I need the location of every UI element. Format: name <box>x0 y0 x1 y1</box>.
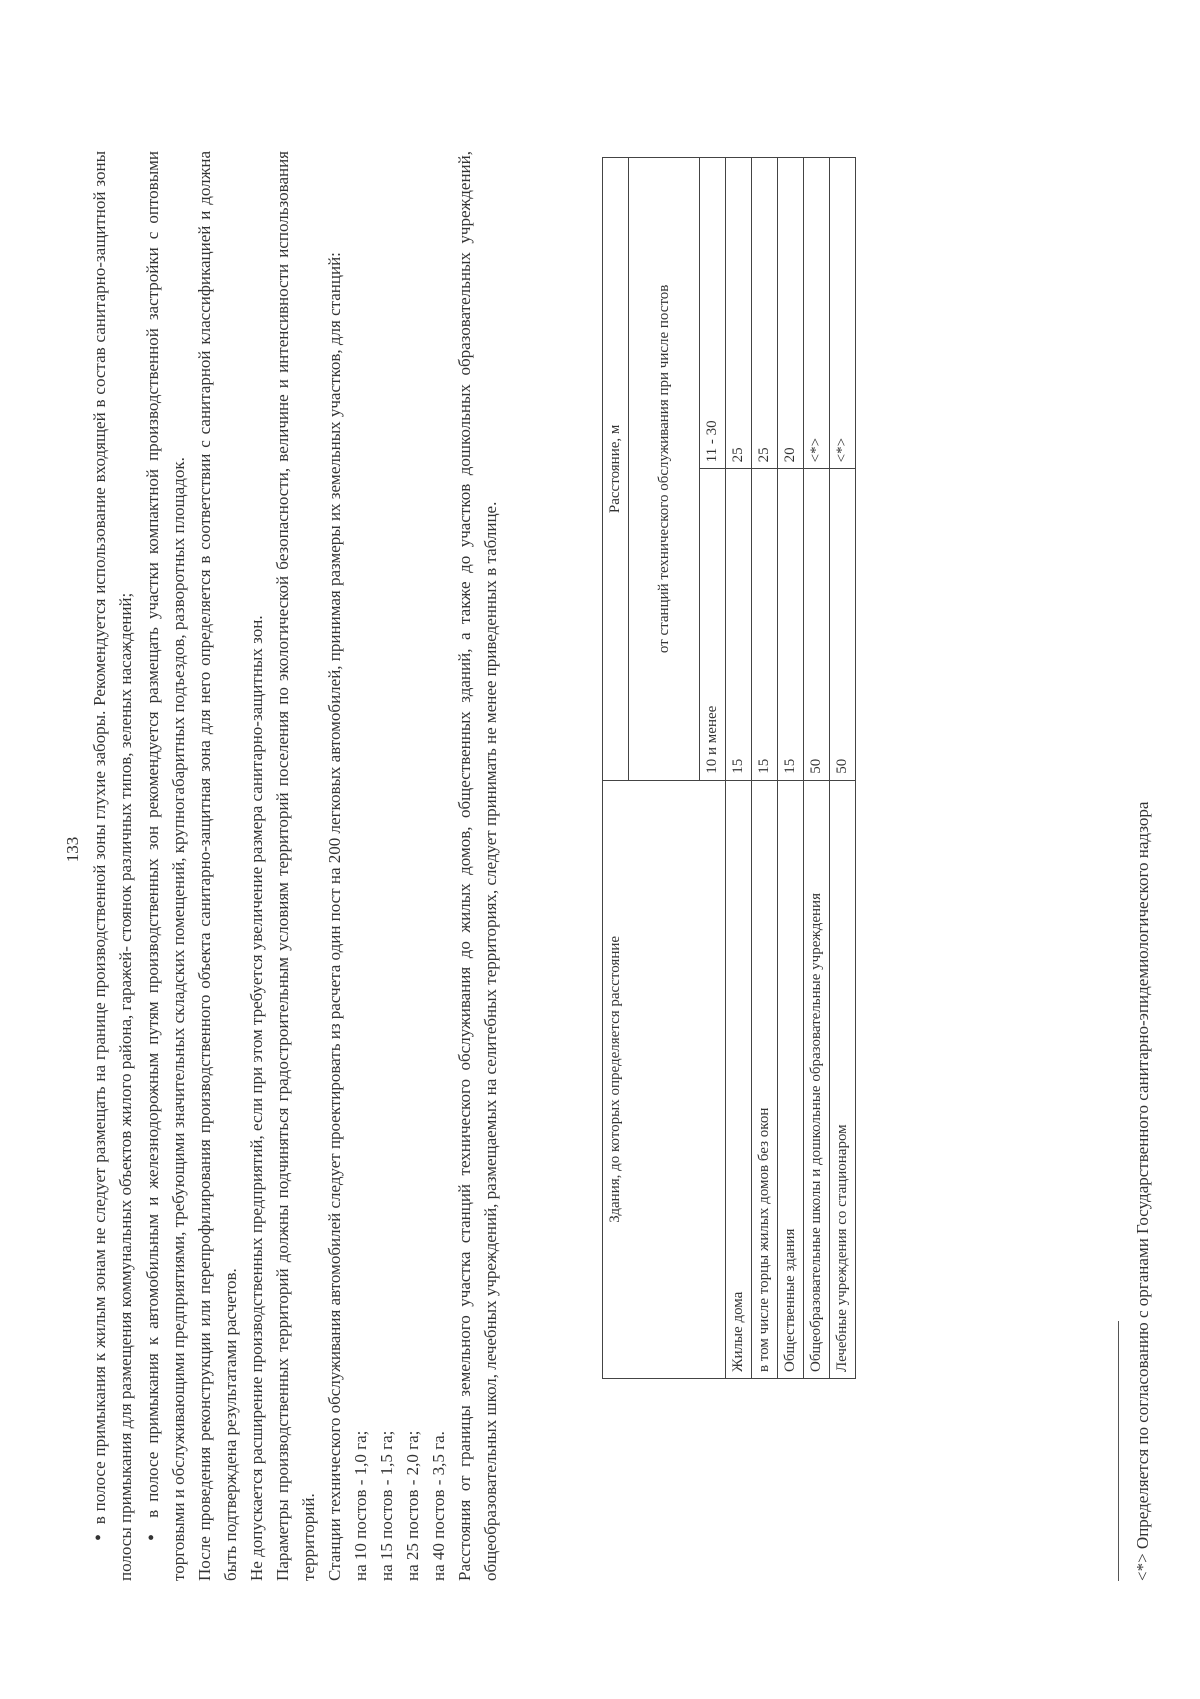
row-value: 50 <box>804 469 830 780</box>
bullet-paragraph: • в полосе примыкания к жилым зонам не следует размещать на границе производственной зоны глухие заборы. Рекомендуется использование входящей в состав санитарно-защитной зоны полосы примыкания для размещения коммунальных объектов жилого района, гаражей- стоянок различных типов, зеленых насаждений; <box>88 151 135 1581</box>
list-item: на 10 постов - 1,0 га; <box>351 1430 370 1581</box>
table-row <box>830 158 856 1379</box>
row-label: Жилые дома <box>726 780 752 1378</box>
list-item: на 25 постов - 2,0 га; <box>403 1430 422 1581</box>
paragraph: Станции технического обслуживания автомобилей следует проектировать из расчета один пост на 200 легковых автомобилей, принимая размеры их земельных участков, для станций: <box>325 252 344 1581</box>
row-label: Лечебные учреждения со стационаром <box>830 780 856 1378</box>
page-number: 133 <box>63 836 82 863</box>
table-header-posts-2: 11 - 30 <box>700 158 726 469</box>
row-value: <*> <box>830 158 856 469</box>
row-label: в том числе торцы жилых домов без окон <box>752 780 778 1378</box>
bullet-icon: • <box>141 1533 163 1541</box>
paragraph: Расстояния от границы земельного участка станций технического обслуживания до жилых домов, общественных зданий, а также до участков дошкольных образовательных учреждений, общеобразовательных школ, лечебных учреждений, размещаемых на селитебных территориях, следует принимать не менее приведенных в таблице. <box>455 151 500 1581</box>
row-value: 25 <box>752 158 778 469</box>
table-header-buildings: Здания, до которых определяется расстояние <box>603 780 726 1378</box>
table-header-posts-1: 10 и менее <box>700 469 726 780</box>
list-item: на 15 постов - 1,5 га; <box>377 1430 396 1581</box>
bullet-icon: • <box>88 1533 110 1541</box>
row-value: 15 <box>778 469 804 780</box>
distance-table <box>602 157 856 1379</box>
bullet-paragraph: • в полосе примыкания к автомобильным и железнодорожным путям производственных зон рекомендуется размещать участки компактной производственной застройки с оптовыми торговыми и обслуживающими предприятиями, требующими значительных складских помещений, крупногабаритных подъездов, разворотных площадок. <box>141 151 188 1581</box>
footnote-divider <box>1118 1321 1119 1581</box>
table-row <box>778 158 804 1379</box>
footnote: <*> Определяется по согласованию с органами Государственного санитарно-эпидемиологического надзора <box>1133 801 1152 1581</box>
table-header-subtitle: от станций технического обслуживания при числе постов <box>629 158 700 781</box>
paragraph: После проведения реконструкции или перепрофилирования производственного объекта санитарно-защитная зона для него определяется в соответствии с санитарной классификацией и должна быть подтверждена результатами расчетов. <box>195 151 240 1581</box>
table-header-distance: Расстояние, м <box>603 158 629 781</box>
row-value: 25 <box>726 158 752 469</box>
row-label: Общеобразовательные школы и дошкольные образовательные учреждения <box>804 780 830 1378</box>
row-value: 20 <box>778 158 804 469</box>
table-row <box>804 158 830 1379</box>
row-value: 50 <box>830 469 856 780</box>
paragraph: Параметры производственных территорий должны подчиняться градостроительным условиям территорий поселения по экологической безопасности, величине и интенсивности использования территорий. <box>273 151 318 1581</box>
list-item: на 40 постов - 3,5 га. <box>429 1431 448 1581</box>
row-value: 15 <box>752 469 778 780</box>
row-label: Общественные здания <box>778 780 804 1378</box>
row-value: <*> <box>804 158 830 469</box>
paragraph: Не допускается расширение производственных предприятий, если при этом требуется увеличение размера санитарно-защитных зон. <box>247 615 266 1581</box>
body-text <box>86 151 504 1581</box>
table-row <box>752 158 778 1379</box>
row-value: 15 <box>726 469 752 780</box>
table-row <box>726 158 752 1379</box>
